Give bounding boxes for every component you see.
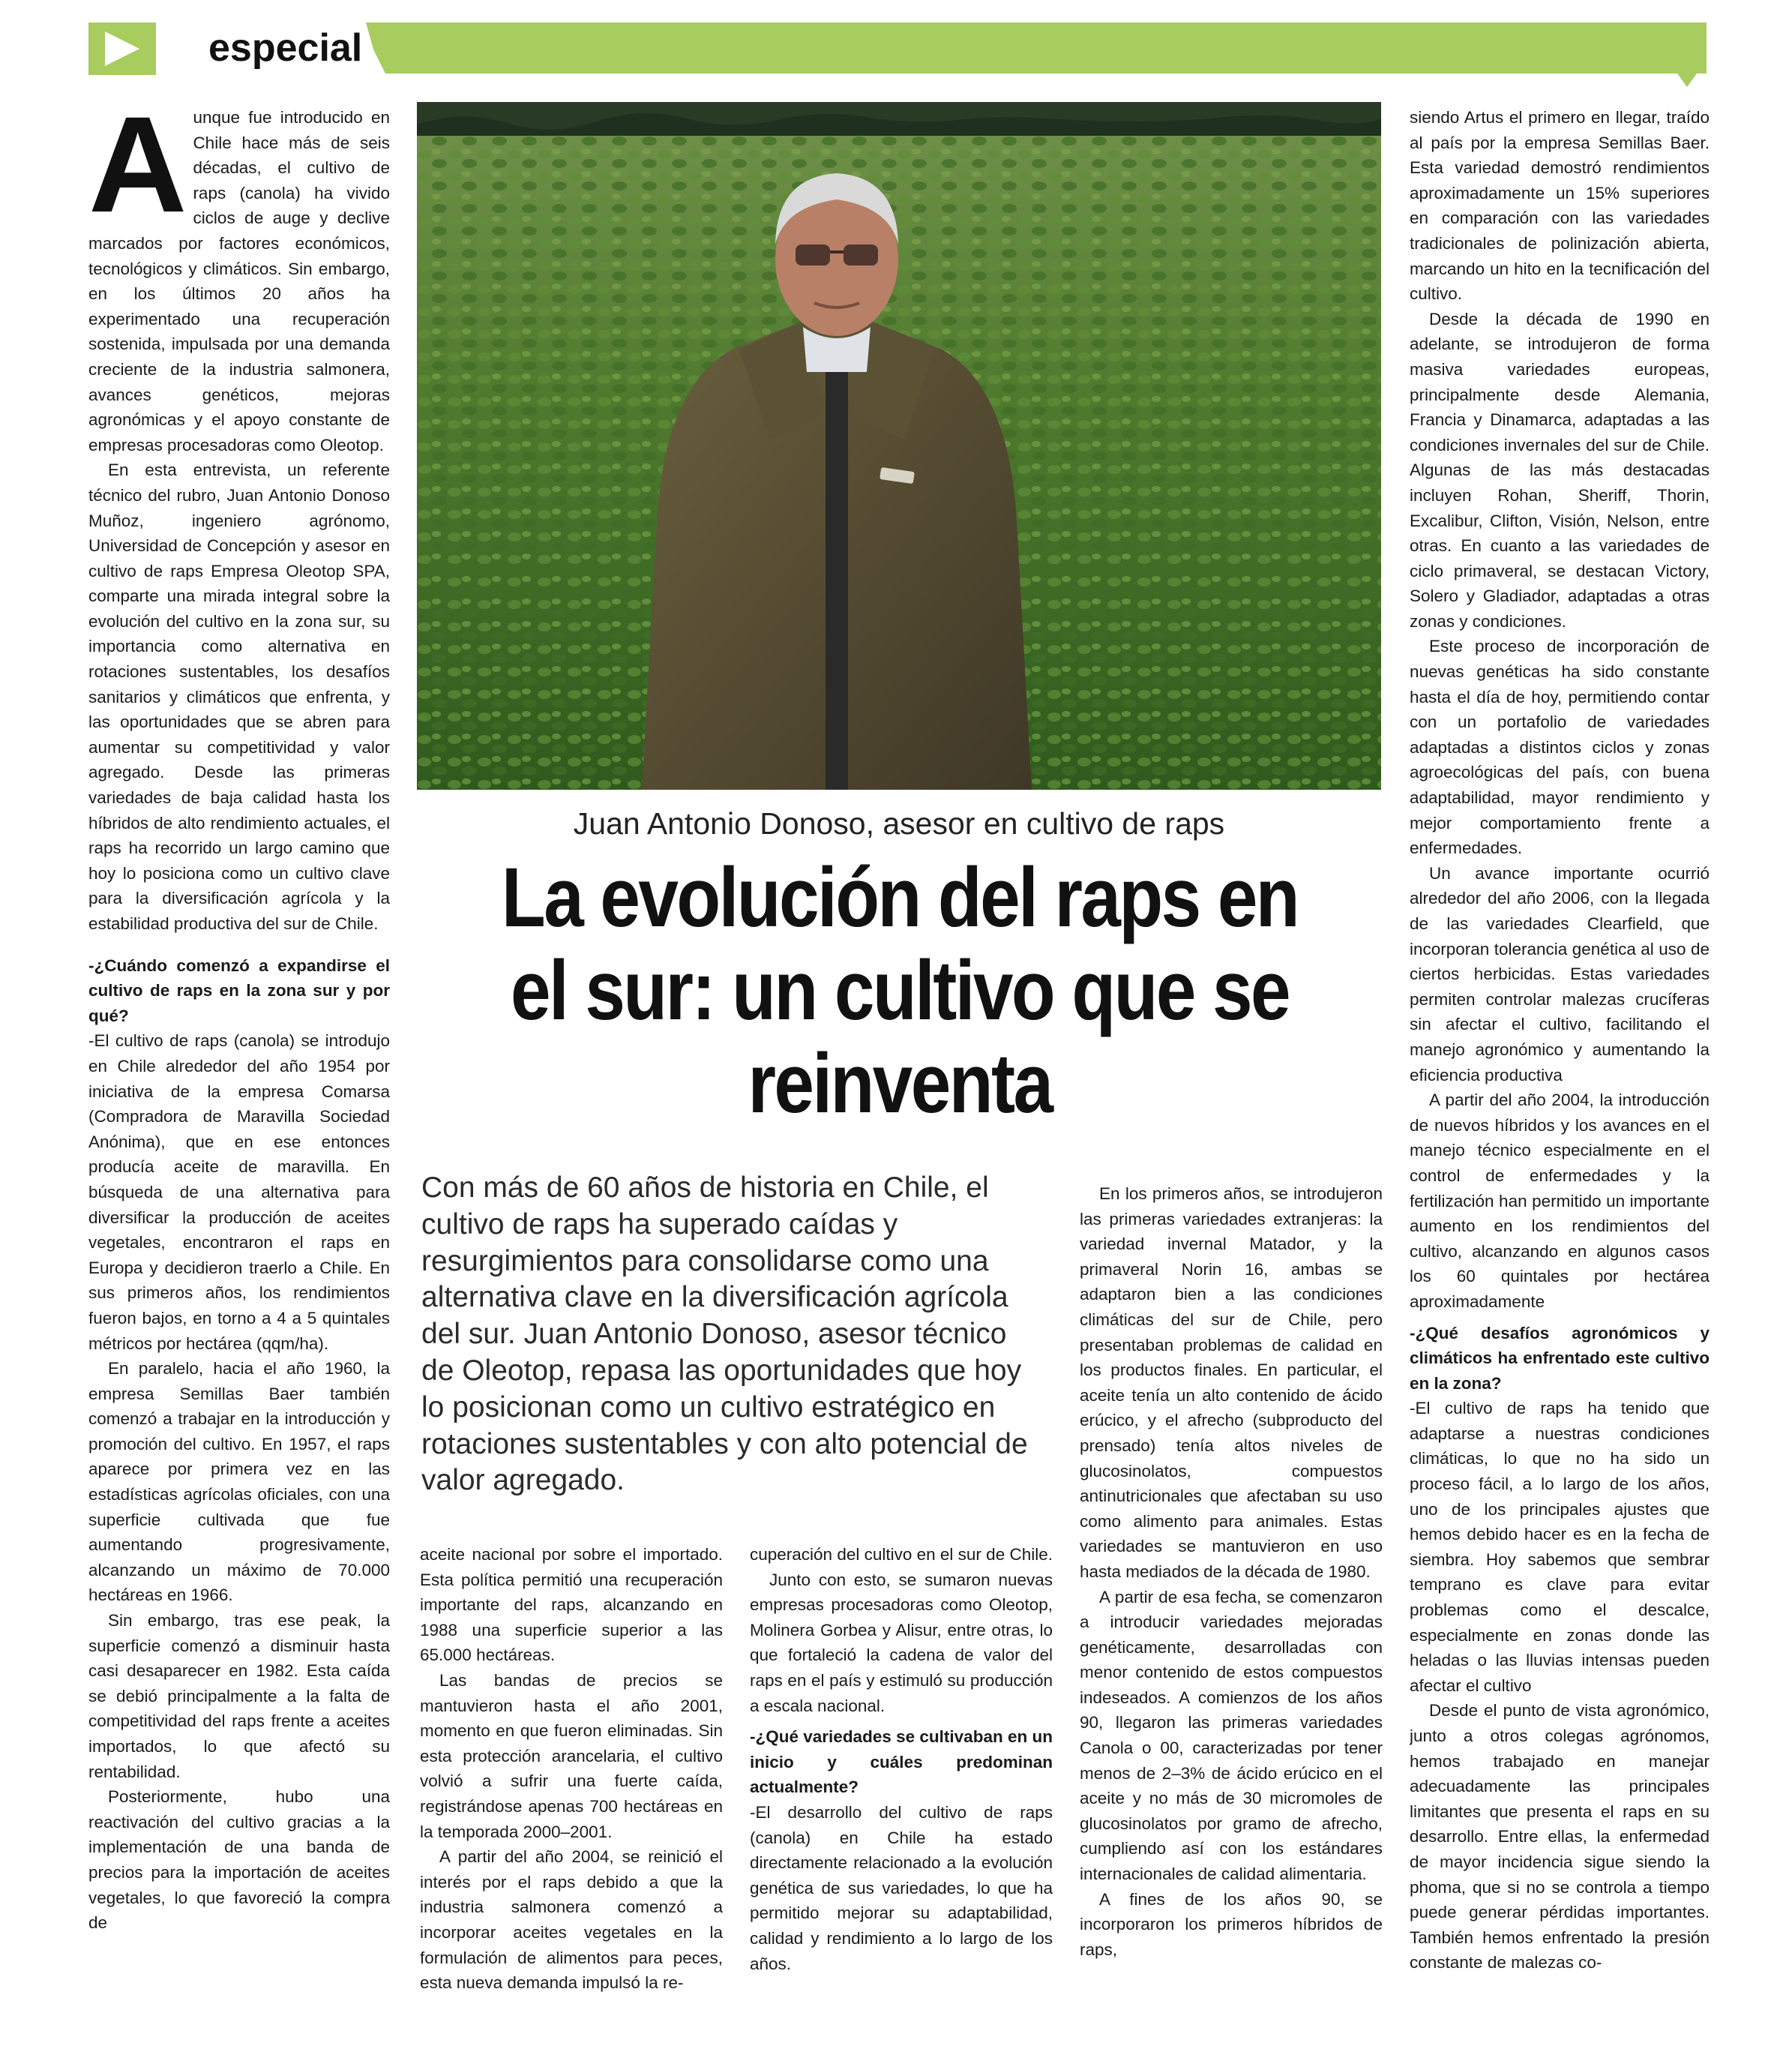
section-label: especial	[208, 26, 363, 70]
paragraph: Sin embargo, tras ese peak, la superficie comenzó a disminuir hasta casi desaparecer en 1982. Esta caída se debió principalmente a la falta de competitividad del raps frente a aceites importados, lo que afectó su rentabilidad.	[88, 1611, 390, 1781]
paragraph: Posteriormente, hubo una reactivación del cultivo gracias a la implementación de una banda de precios para la importación de aceites vegetales, lo que favoreció la compra de	[88, 1787, 390, 1933]
play-arrow-icon	[88, 22, 156, 75]
headline-line-3: reinventa	[748, 1036, 1052, 1130]
article-photo	[417, 102, 1381, 790]
interview-question: -¿Qué desafíos agronómicos y climáticos ha enfrentado este cultivo en la zona?	[1410, 1323, 1710, 1393]
column-2	[420, 1542, 723, 2007]
paragraph: Desde el punto de vista agronómico, junto a otros colegas agrónomos, hemos trabajado en manejar adecuadamente las principales limitantes que presenta el raps en su desarrollo. Entre ellas, la enfermedad de mayor incidencia sigue siendo la phoma, que si no se controla a tiempo puede generar pérdidas importantes. También hemos enfrentado la presión constante de malezas co-	[1410, 1701, 1710, 1972]
paragraph: -El cultivo de raps ha tenido que adaptarse a nuestras condiciones climáticas, lo que no ha sido un proceso fácil, a lo largo de los años, uno de los principales ajustes que hemos debido hacer es en la fecha de siembra. Hoy sabemos que sembrar temprano es clave para evitar problemas como el descalce, especialmente en zonas donde las heladas o las lluvias intensas pueden afectar el cultivo	[1410, 1399, 1710, 1695]
paragraph: A fines de los años 90, se incorporaron los primeros híbridos de raps,	[1080, 1889, 1383, 1959]
paragraph: unque fue introducido en Chile hace más de seis décadas, el cultivo de raps (canola) ha vivido ciclos de auge y declive marcados por factores económicos, tecnológicos y climáticos. Sin embargo, en los últimos 20 años ha experimentado una recuperación sostenida, impulsada por una demanda creciente de la industria salmonera, avances genéticos, mejoras agronómicas y el apoyo constante de empresas procesadoras como Oleotop.	[88, 108, 390, 454]
paragraph: A partir del año 2004, la introducción de nuevos híbridos y los avances en el manejo técnico especialmente en el control de enfermedades y la fertilización han permitido un importante aumento en los rendimientos del cultivo, alcanzando en algunos casos los 60 quintales por hectárea aproximadamente	[1410, 1090, 1710, 1311]
header-bar	[366, 22, 1707, 90]
paragraph: Este proceso de incorporación de nuevas genéticas ha sido constante hasta el día de hoy, permitiendo contar con un portafolio de variedades adaptadas a distintos ciclos y zonas agroecológicas del país, con buena adaptabilidad, mayor rendimiento y mejor comportamiento frente a enfermedades.	[1410, 637, 1710, 858]
paragraph: Un avance importante ocurrió alrededor del año 2006, con la llegada de las variedades Clearfield, que incorporan tolerancia genética al uso de ciertos herbicidas. Estas variedades permiten controlar malezas crucíferas sin afectar el cultivo, facilitando el manejo agronómico y aumentando la eficiencia productiva	[1410, 863, 1710, 1084]
article-kicker: Juan Antonio Donoso, asesor en cultivo de raps	[573, 806, 1225, 841]
section-icon-box	[88, 22, 156, 75]
drop-cap: A	[88, 105, 187, 241]
paragraph: Desde la década de 1990 en adelante, se introdujeron de forma masiva variedades europeas, principalmente desde Alemania, Francia y Dinamarca, adaptadas a las condiciones invernales del sur de Chile. Algunas de las más destacadas incluyen Rohan, Sheriff, Thorin, Excalibur, Clifton, Visión, Nelson, entre otras. En cuanto a las variedades de ciclo primaveral, se destacan Victory, Solero y Gladiador, adaptadas a otras zonas y condiciones.	[1410, 309, 1710, 631]
interview-question: -¿Qué variedades se cultivaban en un inicio y cuáles predominan actualmente?	[750, 1727, 1053, 1797]
paragraph: siendo Artus el primero en llegar, traído al país por la empresa Semillas Baer. Esta variedad demostró rendimientos aproximadamente un 15% superiores en comparación con las variedades tradicionales de polinización abierta, marcando un hito en la tecnificación del cultivo.	[1410, 108, 1710, 304]
paragraph: En los primeros años, se introdujeron las primeras variedades extranjeras: la variedad invernal Matador, y la primaveral Norin 16, ambas se adaptaron bien a las condiciones climáticas del sur de Chile, pero presentaban problemas de calidad en los productos finales. En particular, el aceite tenía un alto contenido de ácido erúcico, y el afrecho (subproducto del prensado) tenía altos niveles de glucosinolatos, compuestos antinutricionales que afectaban su uso como alimento para animales. Estas variedades se mantuvieron en uso hasta mediados de la década de 1980.	[1080, 1184, 1383, 1581]
paragraph: En paralelo, hacia el año 1960, la empresa Semillas Baer también comenzó a trabajar en la introducción y promoción del cultivo. En 1957, el raps aparece por primera vez en las estadísticas agrícolas oficiales, con una superficie cultivada que fue aumentando progresivamente, alcanzando un máximo de 70.000 hectáreas en 1966.	[88, 1359, 390, 1605]
paragraph: -El cultivo de raps (canola) se introdujo en Chile alrededor del año 1954 por iniciativa de la empresa Comarsa (Compradora de Maravilla Sociedad Anónima), que en ese entonces producía aceite de maravilla. En búsqueda de una alternativa para diversificar la producción de aceites vegetales, encontraron el raps en Europa y decidieron traerlo a Chile. En sus primeros años, los rendimientos fueron bajos, en torno a 4 a 5 quintales métricos por hectárea (qqm/ha).	[88, 1031, 390, 1353]
article-headline	[474, 851, 1325, 1130]
paragraph: Junto con esto, se sumaron nuevas empresas procesadoras como Oleotop, Molinera Gorbea y Alisur, entre otras, lo que fortaleció la cadena de valor del raps en el país y estimuló su producción a escala nacional.	[750, 1570, 1053, 1715]
paragraph: A partir del año 2004, se reinició el interés por el raps debido a que la industria salmonera comenzó a incorporar aceites vegetales en la formulación de alimentos para peces, esta nueva demanda impulsó la re-	[420, 1847, 723, 1993]
section-header	[88, 22, 1707, 75]
column-4	[1080, 1181, 1383, 2006]
paragraph: A partir de esa fecha, se comenzaron a introducir variedades mejoradas genéticamente, desarrolladas con menor contenido de estos compuestos indeseados. A comienzos de los años 90, llegaron las primeras variedades Canola o 00, caracterizadas por tener menos de 2–3% de ácido erúcico en el aceite y no más de 30 micromoles de glucosinolatos por gramo de afrecho, cumpliendo así con los estándares internacionales de calidad alimentaria.	[1080, 1587, 1383, 1884]
paragraph: cuperación del cultivo en el sur de Chile.	[750, 1545, 1053, 1564]
paragraph: Las bandas de precios se mantuvieron hasta el año 2001, momento en que fueron eliminadas. Sin esta protección arancelaria, el cultivo volvió a sufrir una fuerte caída, registrándose apenas 700 hectáreas en la temporada 2000–2001.	[420, 1670, 723, 1841]
column-3	[750, 1542, 1053, 2007]
paragraph: aceite nacional por sobre el importado. Esta política permitió una recuperación importante del raps, alcanzando en 1988 una superficie superior a las 65.000 hectáreas.	[420, 1545, 723, 1665]
paragraph: -El desarrollo del cultivo de raps (canola) en Chile ha estado directamente relacionado a la evolución genética de sus variedades, lo que ha permitido mejorar su adaptabilidad, calidad y rendimiento a lo largo de los años.	[750, 1802, 1053, 1973]
interview-question: -¿Cuándo comenzó a expandirse el cultivo de raps en la zona sur y por qué?	[88, 956, 390, 1025]
paragraph: En esta entrevista, un referente técnico del rubro, Juan Antonio Donoso Muñoz, ingeniero agrónomo, Universidad de Concepción y asesor en cultivo de raps Empresa Oleotop SPA, comparte una mirada integral sobre la evolución del cultivo en la zona sur, su importancia como alternativa en rotaciones sustentables, los desafíos sanitarios y climáticos que enfrenta, y las oportunidades que se abren para aumentar su competitividad y valor agregado. Desde las primeras variedades de baja calidad hasta los híbridos de alto rendimiento actuales, el raps ha recorrido un largo camino que hoy lo posiciona como un cultivo clave para la diversificación agrícola y la estabilidad productiva del sur de Chile.	[88, 460, 390, 933]
headline-line-2: el sur: un cultivo que se	[510, 944, 1290, 1037]
article-lead: Con más de 60 años de historia en Chile, el cultivo de raps ha superado caídas y resurgimientos para consolidarse como una alternativa clave en la diversificación agrícola del sur. Juan Antonio Donoso, asesor técnico de Oleotop, repasa las oportunidades que hoy lo posicionan como un cultivo estratégico en rotaciones sustentables y con alto potencial de valor agregado.	[421, 1172, 1028, 1496]
column-5	[1410, 105, 1710, 2008]
column-1	[88, 105, 390, 1995]
headline-line-1: La evolución del raps en	[501, 850, 1299, 944]
